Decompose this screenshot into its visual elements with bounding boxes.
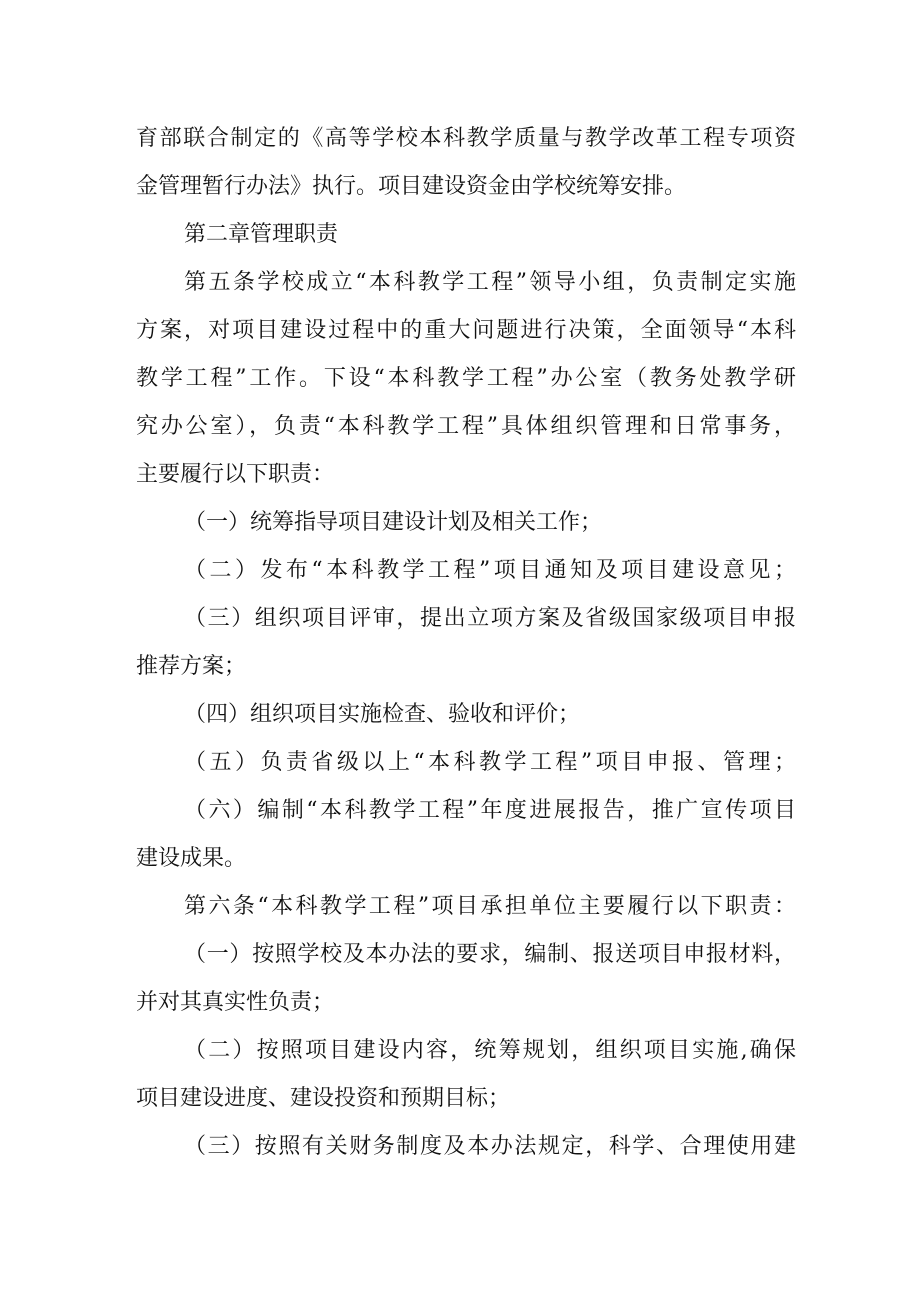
text-line-15: （六）编制“本科教学工程”年度进展报告，推广宣传项目 [184,798,796,823]
text-line-20: （二）按照项目建设内容，统筹规划，组织项目实施,确保 [184,1038,796,1063]
text-line-8: 主要履行以下职责： [136,462,335,487]
chapter-heading: 第二章管理职责 [184,222,339,247]
text-line-14: （五）负责省级以上“本科教学工程”项目申报、管理； [184,750,796,775]
text-line-1: 育部联合制定的《高等学校本科教学质量与教学改革工程专项资 [136,126,796,151]
text-line-17: 第六条“本科教学工程”项目承担单位主要履行以下职责： [184,894,796,919]
text-line-22: （三）按照有关财务制度及本办法规定，科学、合理使用建 [184,1134,796,1159]
text-line-11: （三）组织项目评审，提出立项方案及省级国家级项目申报 [184,606,796,631]
text-line-21: 项目建设进度、建设投资和预期目标； [136,1086,511,1111]
text-line-18: （一）按照学校及本办法的要求，编制、报送项目申报材料， [184,942,796,967]
text-line-6: 教学工程”工作。下设“本科教学工程”办公室（教务处教学研 [136,366,796,391]
text-line-7: 究办公室），负责“本科教学工程”具体组织管理和日常事务， [136,414,796,439]
text-line-2: 金管理暂行办法》执行。项目建设资金由学校统筹安排。 [136,174,687,199]
text-line-9: （一）统筹指导项目建设计划及相关工作； [184,510,603,535]
text-line-16: 建设成果。 [136,846,247,871]
text-line-13: （四）组织项目实施检查、验收和评价； [184,702,581,727]
text-line-12: 推荐方案； [136,654,247,679]
text-line-19: 并对其真实性负责； [136,990,335,1015]
text-line-4: 第五条学校成立“本科教学工程”领导小组，负责制定实施 [184,270,796,295]
text-line-5: 方案，对项目建设过程中的重大问题进行决策，全面领导“本科 [136,318,796,343]
text-line-10: （二）发布“本科教学工程”项目通知及项目建设意见； [184,558,796,583]
